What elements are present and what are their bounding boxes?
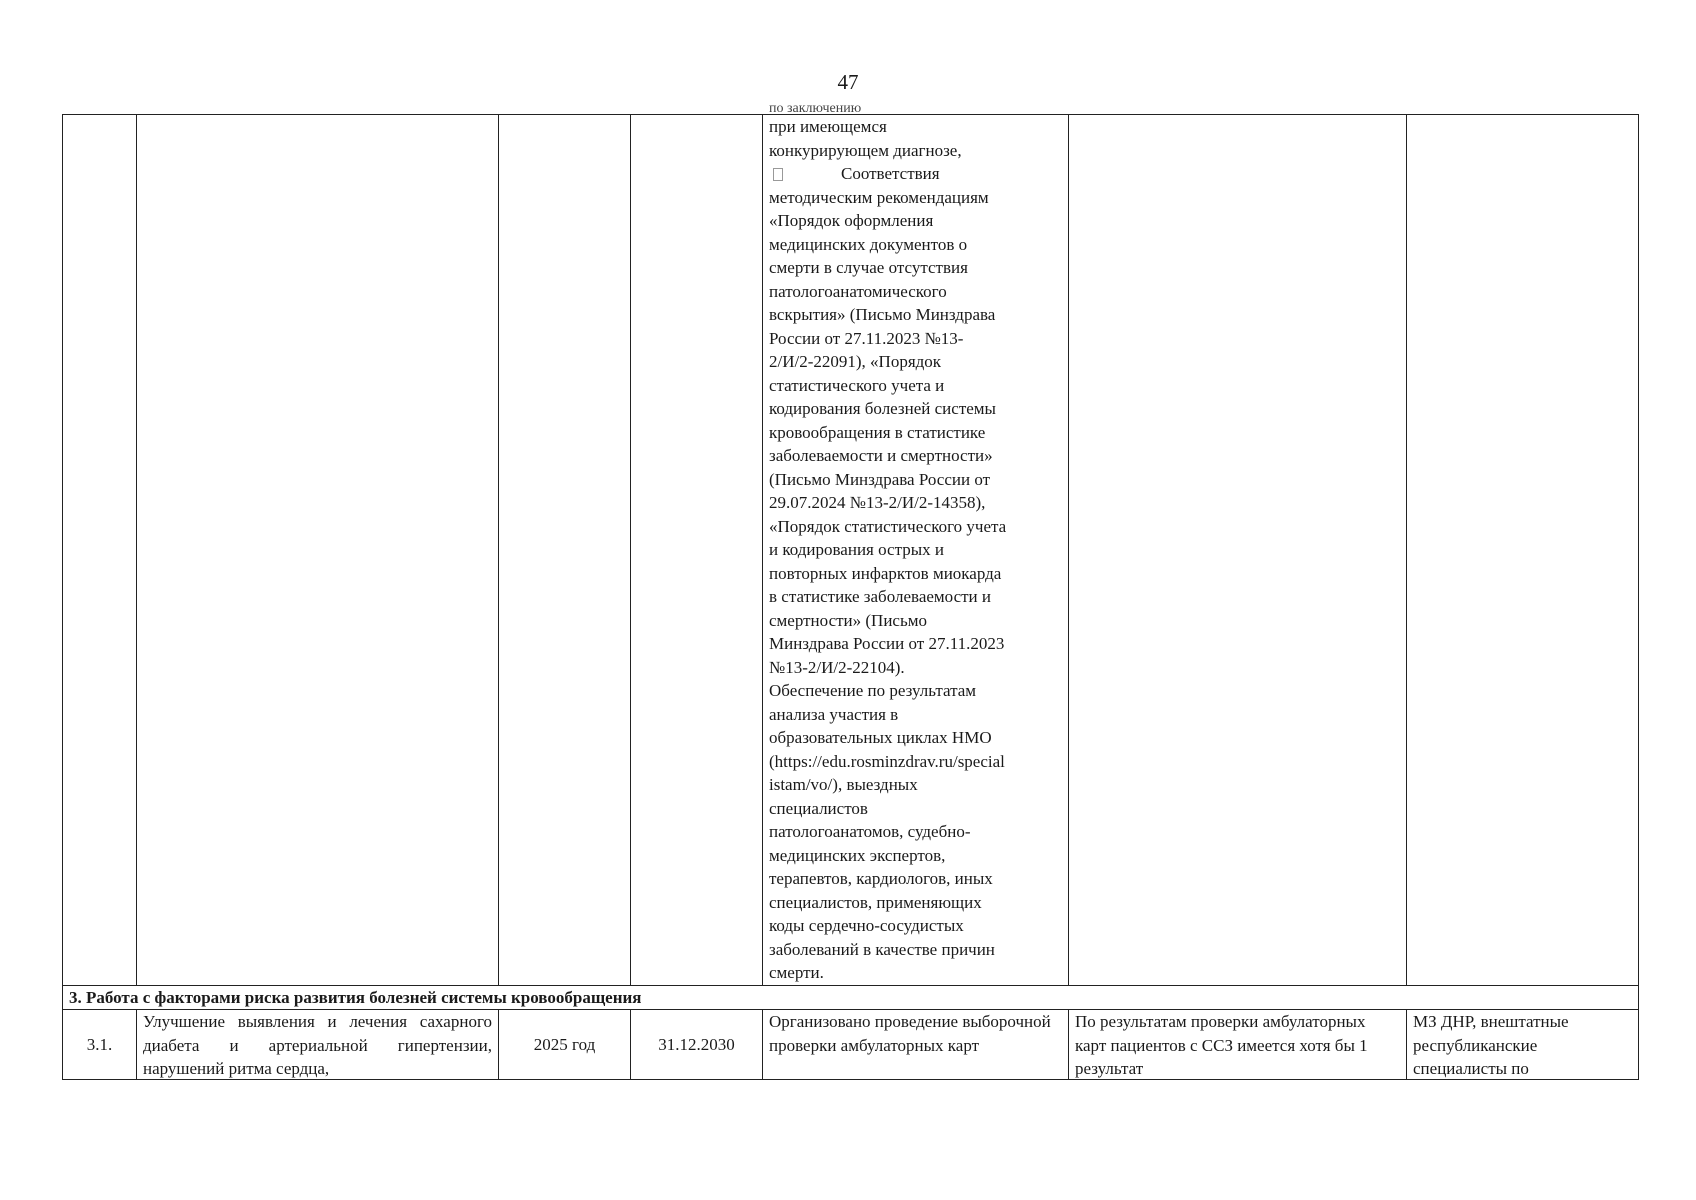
text-line: 29.07.2024 №13-2/И/2-14358), (769, 493, 986, 512)
continued-row (63, 115, 1639, 986)
text-line: статистического учета и (769, 375, 945, 395)
text-line: Минздрава России от 27.11.2023 (769, 634, 1005, 653)
cell-number-empty (63, 115, 137, 986)
table-row (63, 1010, 1639, 1080)
text-line: образовательных циклах НМО (769, 728, 992, 747)
text-line: кровообращения в статистике (769, 422, 986, 442)
bullet-box-icon (773, 168, 783, 181)
row-number: 3.1. (63, 1010, 137, 1080)
section-title: 3. Работа с факторами риска развития болезней системы кровообращения (63, 985, 1639, 1010)
text-line: России от 27.11.2023 №13- (769, 328, 964, 348)
text-line: патологоанатомического (769, 281, 947, 301)
text-line: методическим рекомендациям (769, 187, 989, 207)
section-row (63, 985, 1639, 1010)
text-line: при имеющемся (769, 117, 887, 136)
text-line: конкурирующем диагнозе, (769, 140, 962, 160)
text-line: специалистов (769, 798, 868, 818)
text-line: istam/vo/), выездных (769, 775, 918, 794)
bullet-text: Соответствия (841, 164, 940, 183)
row-indicator: По результатам проверки амбулаторных карт пациентов с ССЗ имеется хотя бы 1 результат (1069, 1010, 1407, 1080)
text-line: коды сердечно-сосудистых (769, 916, 964, 935)
text-line: «Порядок оформления (769, 211, 934, 230)
text-line: смертности» (Письмо (769, 610, 927, 630)
text-line: кодирования болезней системы (769, 399, 996, 418)
text-line: в статистике заболеваемости и (769, 587, 992, 606)
text-line: заболеваний в качестве причин (769, 939, 995, 959)
row-result: Организовано проведение выборочной проверки амбулаторных карт (763, 1010, 1069, 1080)
text-line: «Порядок статистического учета (769, 516, 1007, 536)
text-line: терапевтов, кардиологов, иных (769, 869, 993, 888)
text-line: повторных инфарктов миокарда (769, 563, 1002, 583)
text-line: и кодирования острых и (769, 540, 944, 559)
text-line: медицинских экспертов, (769, 845, 946, 865)
cut-line: по заключению (769, 104, 862, 115)
cell-responsible-empty (1407, 115, 1639, 986)
text-line: 2/И/2-22091), «Порядок (769, 352, 942, 371)
bullet-line (769, 162, 1062, 186)
measures-table (62, 104, 1639, 1080)
text-line: (https://edu.rosminzdrav.ru/special (769, 751, 1005, 771)
cell-measure-empty (137, 115, 499, 986)
text-line: смерти. (769, 963, 824, 982)
text-line: специалистов, применяющих (769, 892, 982, 912)
text-line: заболеваемости и смертности» (769, 446, 993, 465)
continued-text (769, 104, 1062, 985)
cell-indicator-empty (1069, 115, 1407, 986)
text-line: медицинских документов о (769, 234, 968, 254)
page-number: 47 (837, 70, 859, 94)
text-line: анализа участия в (769, 704, 899, 724)
cell-result-continued (763, 104, 1069, 986)
text-line: вскрытия» (Письмо Минздрава (769, 305, 996, 324)
row-start: 2025 год (499, 1010, 631, 1080)
text-line: смерти в случае отсутствия (769, 258, 968, 277)
row-end: 31.12.2030 (631, 1010, 763, 1080)
text-line: патологоанатомов, судебно- (769, 822, 971, 841)
row-responsible: МЗ ДНР, внештатные республиканские специалисты по (1407, 1010, 1639, 1080)
text-line: №13-2/И/2-22104). (769, 657, 905, 677)
cell-start-empty (499, 115, 631, 986)
text-line: (Письмо Минздрава России от (769, 469, 991, 489)
row-measure: Улучшение выявления и лечения сахарного диабета и артериальной гипертензии, нарушений ритма сердца, (137, 1010, 499, 1080)
text-line: Обеспечение по результатам (769, 681, 977, 700)
cell-end-empty (631, 115, 763, 986)
